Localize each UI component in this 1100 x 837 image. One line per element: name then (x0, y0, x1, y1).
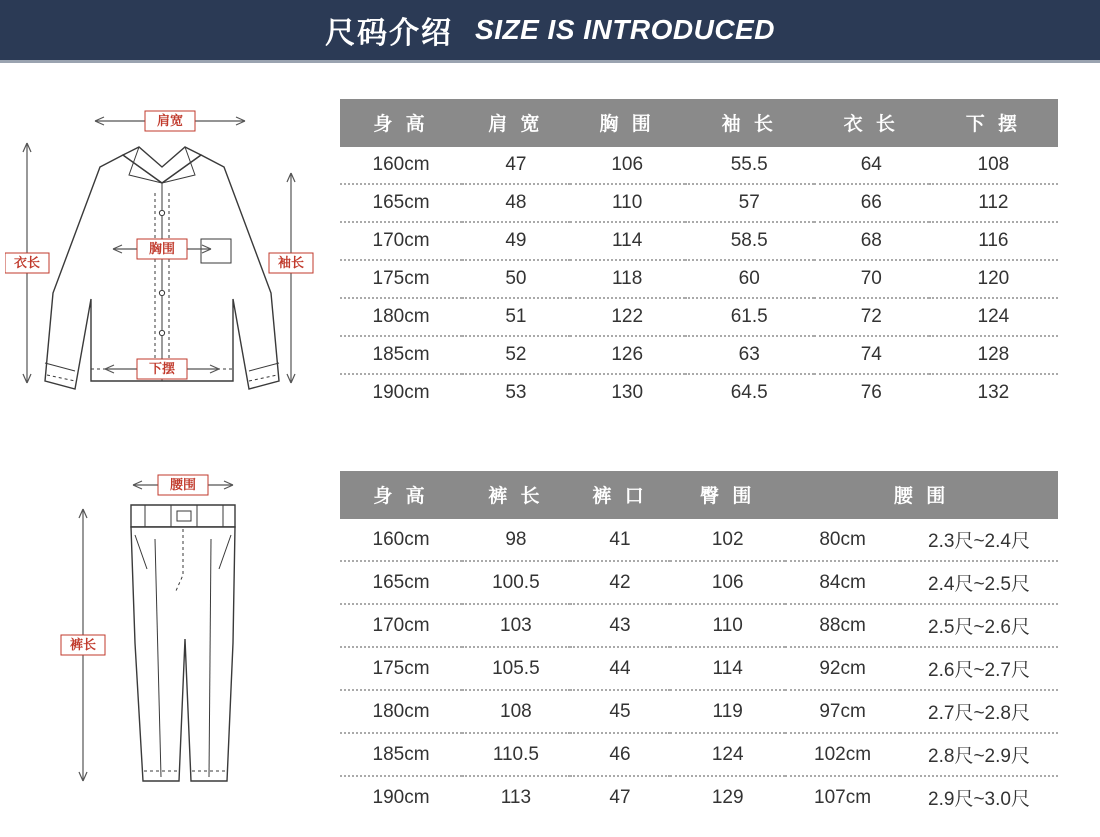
cell: 106 (570, 147, 685, 184)
table-row (340, 561, 1058, 604)
pants-diagram (5, 443, 335, 803)
cell: 76 (860, 382, 882, 403)
page-header (0, 0, 1100, 63)
cell: 185cm (340, 336, 462, 374)
cell: 126 (570, 336, 685, 374)
column-header: 肩 宽 (462, 99, 570, 147)
column-header: 下 摆 (929, 99, 1058, 147)
cell: 57 (685, 184, 814, 222)
cell: 170cm (340, 604, 462, 647)
cell: 118 (570, 260, 685, 298)
column-header: 腰 围 (785, 471, 1058, 519)
table-header-row (340, 99, 1058, 147)
jacket-diagram (5, 63, 335, 413)
cell: 113 (500, 786, 532, 808)
cell: 108 (462, 690, 570, 733)
cell: 103 (462, 604, 570, 647)
cell: 190cm (372, 382, 430, 403)
table-row (340, 776, 1058, 818)
cell: 98 (462, 519, 570, 561)
table-row (340, 647, 1058, 690)
pants-label-length: 裤长 (69, 637, 97, 652)
cell: 2.7尺~2.8尺 (900, 690, 1058, 733)
column-header: 胸 围 (570, 99, 685, 147)
cell: 74 (814, 336, 929, 374)
cell: 2.9尺~3.0尺 (928, 789, 1030, 810)
cell: 106 (670, 561, 785, 604)
cell: 53 (505, 382, 527, 403)
cell: 43 (570, 604, 671, 647)
cell: 102 (670, 519, 785, 561)
column-header: 身 高 (340, 99, 462, 147)
cell: 110 (570, 184, 685, 222)
cell: 64 (814, 147, 929, 184)
table-row (340, 298, 1058, 336)
column-header: 裤 口 (570, 471, 671, 519)
jacket-size-table (340, 99, 1058, 411)
cell: 108 (929, 147, 1058, 184)
table-row (340, 604, 1058, 647)
cell: 50 (462, 260, 570, 298)
column-header: 身 高 (340, 471, 462, 519)
cell: 112 (929, 184, 1058, 222)
jacket-label-sleeve: 袖长 (277, 255, 305, 270)
table-row (340, 147, 1058, 184)
cell: 170cm (340, 222, 462, 260)
jacket-table-wrap (340, 63, 1100, 411)
cell: 175cm (340, 260, 462, 298)
pants-table-wrap (340, 443, 1100, 818)
cell: 44 (570, 647, 671, 690)
cell: 2.5尺~2.6尺 (900, 604, 1058, 647)
column-header: 衣 长 (814, 99, 929, 147)
cell: 45 (570, 690, 671, 733)
jacket-figure (0, 63, 340, 413)
cell: 48 (462, 184, 570, 222)
cell: 132 (977, 382, 1010, 403)
cell: 116 (929, 222, 1058, 260)
cell: 47 (462, 147, 570, 184)
cell: 68 (814, 222, 929, 260)
column-header: 臀 围 (670, 471, 785, 519)
table-row (340, 690, 1058, 733)
jacket-label-hem: 下摆 (148, 361, 176, 376)
cell: 52 (462, 336, 570, 374)
cell: 46 (570, 733, 671, 776)
page-title-cn: 尺码介绍 (325, 17, 454, 50)
cell: 84cm (785, 561, 900, 604)
cell: 180cm (340, 690, 462, 733)
pants-table-body (340, 519, 1058, 818)
cell: 100.5 (462, 561, 570, 604)
cell: 120 (929, 260, 1058, 298)
cell: 51 (462, 298, 570, 336)
jacket-section (0, 63, 1100, 443)
jacket-label-shoulder: 肩宽 (156, 113, 184, 128)
cell: 61.5 (685, 298, 814, 336)
cell: 114 (670, 647, 785, 690)
cell: 190cm (372, 786, 430, 808)
cell: 102cm (785, 733, 900, 776)
cell: 60 (685, 260, 814, 298)
cell: 130 (611, 382, 644, 403)
table-row (340, 733, 1058, 776)
cell: 180cm (340, 298, 462, 336)
cell: 110 (670, 604, 785, 647)
cell: 66 (814, 184, 929, 222)
jacket-table-body (340, 147, 1058, 411)
cell: 2.8尺~2.9尺 (900, 733, 1058, 776)
cell: 42 (570, 561, 671, 604)
cell: 119 (670, 690, 785, 733)
pants-figure (0, 443, 340, 803)
cell: 105.5 (462, 647, 570, 690)
pants-label-waist: 腰围 (169, 477, 197, 492)
cell: 80cm (785, 519, 900, 561)
page-title-en: SIZE IS INTRODUCED (475, 14, 775, 45)
table-row (340, 374, 1058, 411)
cell: 88cm (785, 604, 900, 647)
cell: 58.5 (685, 222, 814, 260)
cell: 124 (929, 298, 1058, 336)
pants-size-table (340, 471, 1058, 818)
cell: 2.3尺~2.4尺 (900, 519, 1058, 561)
table-row (340, 184, 1058, 222)
cell: 2.6尺~2.7尺 (900, 647, 1058, 690)
cell: 165cm (340, 184, 462, 222)
cell: 165cm (340, 561, 462, 604)
cell: 124 (670, 733, 785, 776)
column-header: 裤 长 (462, 471, 570, 519)
cell: 47 (609, 786, 631, 808)
table-row (340, 336, 1058, 374)
column-header: 袖 长 (685, 99, 814, 147)
table-row (340, 519, 1058, 561)
cell: 160cm (340, 147, 462, 184)
cell: 49 (462, 222, 570, 260)
cell: 160cm (340, 519, 462, 561)
cell: 41 (570, 519, 671, 561)
cell: 55.5 (685, 147, 814, 184)
cell: 64.5 (730, 382, 768, 403)
table-header-row (340, 471, 1058, 519)
cell: 185cm (340, 733, 462, 776)
cell: 114 (570, 222, 685, 260)
table-row (340, 222, 1058, 260)
cell: 97cm (785, 690, 900, 733)
jacket-label-length: 衣长 (13, 255, 41, 270)
cell: 110.5 (462, 733, 570, 776)
cell: 128 (929, 336, 1058, 374)
pants-section (0, 443, 1100, 823)
cell: 63 (685, 336, 814, 374)
cell: 175cm (340, 647, 462, 690)
cell: 129 (711, 786, 744, 808)
cell: 122 (570, 298, 685, 336)
table-row (340, 260, 1058, 298)
jacket-label-chest: 胸围 (148, 241, 176, 256)
cell: 92cm (785, 647, 900, 690)
cell: 72 (814, 298, 929, 336)
cell: 70 (814, 260, 929, 298)
cell: 2.4尺~2.5尺 (900, 561, 1058, 604)
cell: 107cm (814, 786, 872, 808)
